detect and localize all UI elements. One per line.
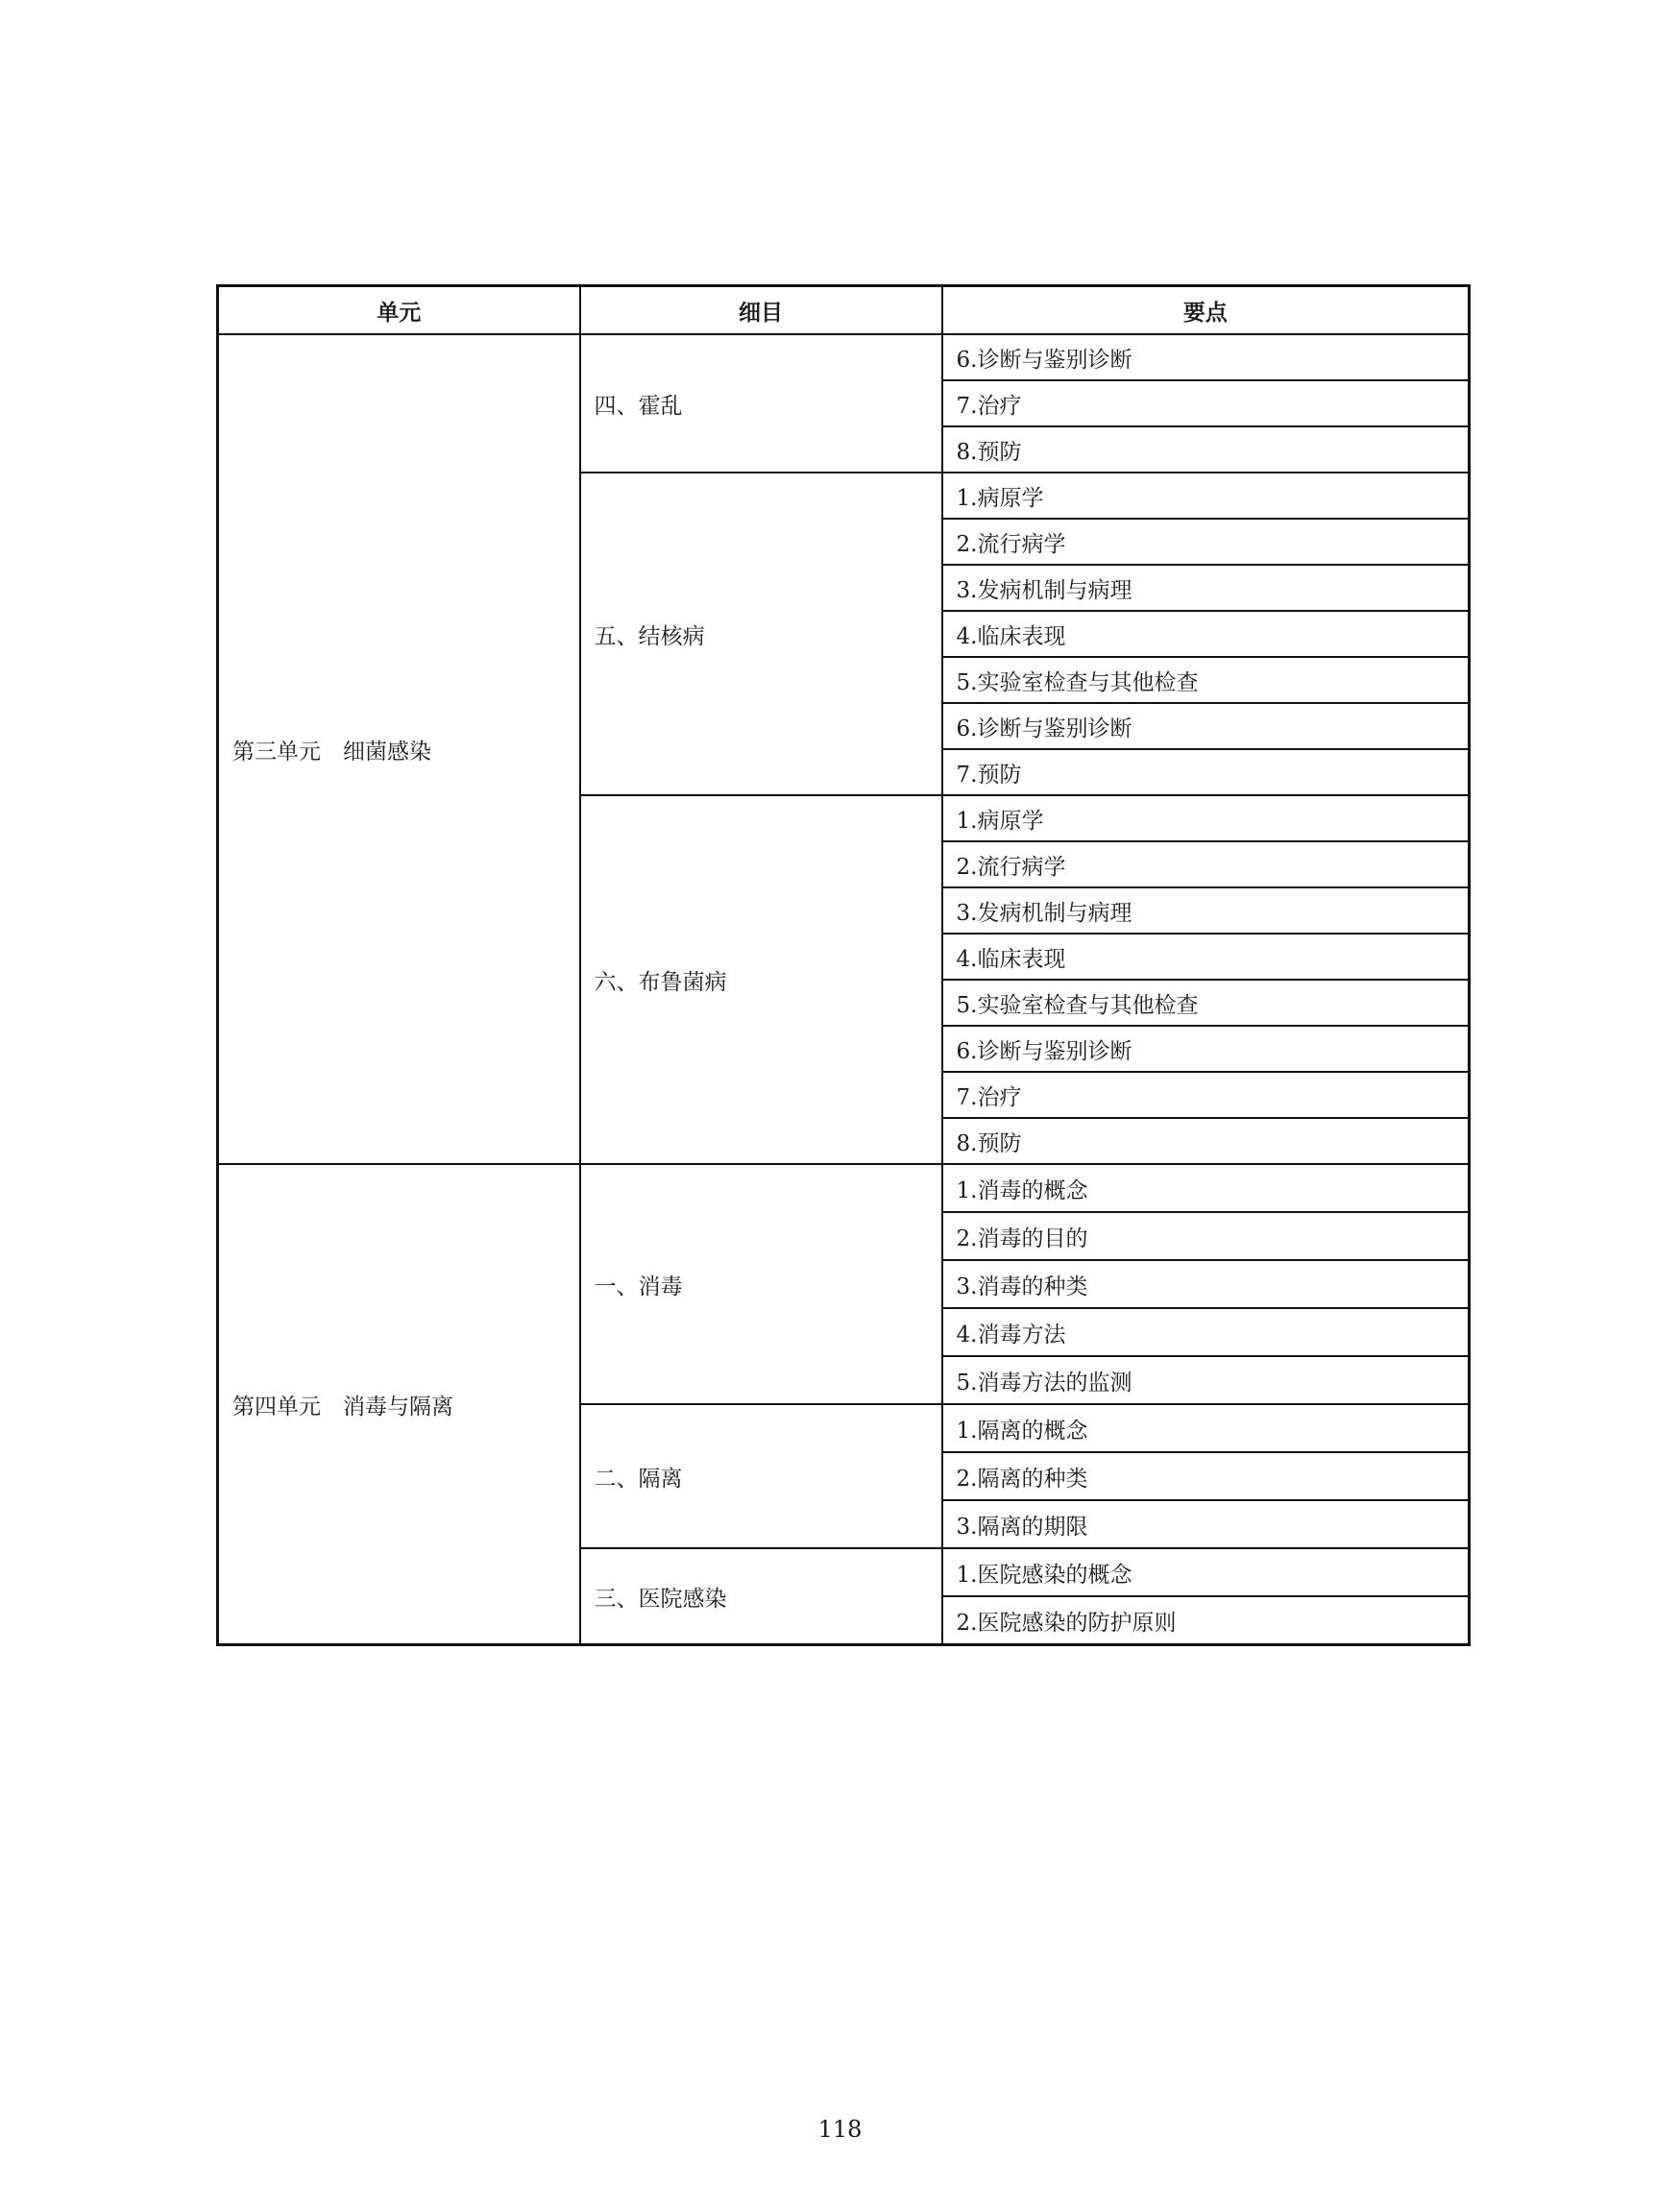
point-cell: 2.医院感染的防护原则 xyxy=(942,1596,1470,1645)
table-body xyxy=(218,334,1470,1645)
point-cell: 1.医院感染的概念 xyxy=(942,1548,1470,1596)
point-cell: 2.流行病学 xyxy=(942,519,1470,565)
point-cell: 1.病原学 xyxy=(942,473,1470,519)
point-cell: 4.消毒方法 xyxy=(942,1308,1470,1356)
table-row xyxy=(218,1164,1470,1212)
syllabus-table xyxy=(216,284,1471,1646)
header-item: 细目 xyxy=(580,286,942,335)
point-cell: 6.诊断与鉴别诊断 xyxy=(942,703,1470,749)
item-cell: 一、消毒 xyxy=(580,1164,942,1404)
table-row xyxy=(218,334,1470,380)
point-cell: 7.预防 xyxy=(942,749,1470,795)
unit-cell: 第三单元 细菌感染 xyxy=(218,334,580,1164)
page-number: 118 xyxy=(817,2116,863,2143)
point-cell: 4.临床表现 xyxy=(942,611,1470,657)
item-cell: 五、结核病 xyxy=(580,473,942,795)
point-cell: 8.预防 xyxy=(942,426,1470,473)
point-cell: 7.治疗 xyxy=(942,380,1470,426)
point-cell: 5.实验室检查与其他检查 xyxy=(942,980,1470,1026)
point-cell: 1.病原学 xyxy=(942,795,1470,841)
point-cell: 3.发病机制与病理 xyxy=(942,887,1470,934)
point-cell: 5.消毒方法的监测 xyxy=(942,1356,1470,1404)
point-cell: 2.流行病学 xyxy=(942,841,1470,887)
point-cell: 6.诊断与鉴别诊断 xyxy=(942,1026,1470,1072)
point-cell: 5.实验室检查与其他检查 xyxy=(942,657,1470,703)
unit-cell: 第四单元 消毒与隔离 xyxy=(218,1164,580,1645)
header-point: 要点 xyxy=(942,286,1470,335)
point-cell: 4.临床表现 xyxy=(942,934,1470,980)
header-unit: 单元 xyxy=(218,286,580,335)
point-cell: 6.诊断与鉴别诊断 xyxy=(942,334,1470,380)
point-cell: 1.消毒的概念 xyxy=(942,1164,1470,1212)
point-cell: 3.发病机制与病理 xyxy=(942,565,1470,611)
point-cell: 2.隔离的种类 xyxy=(942,1452,1470,1500)
item-cell: 四、霍乱 xyxy=(580,334,942,473)
point-cell: 1.隔离的概念 xyxy=(942,1404,1470,1452)
point-cell: 3.消毒的种类 xyxy=(942,1260,1470,1308)
item-cell: 六、布鲁菌病 xyxy=(580,795,942,1164)
header-row xyxy=(218,286,1470,335)
point-cell: 3.隔离的期限 xyxy=(942,1500,1470,1548)
point-cell: 8.预防 xyxy=(942,1118,1470,1164)
item-cell: 三、医院感染 xyxy=(580,1548,942,1645)
item-cell: 二、隔离 xyxy=(580,1404,942,1548)
point-cell: 2.消毒的目的 xyxy=(942,1212,1470,1260)
point-cell: 7.治疗 xyxy=(942,1072,1470,1118)
